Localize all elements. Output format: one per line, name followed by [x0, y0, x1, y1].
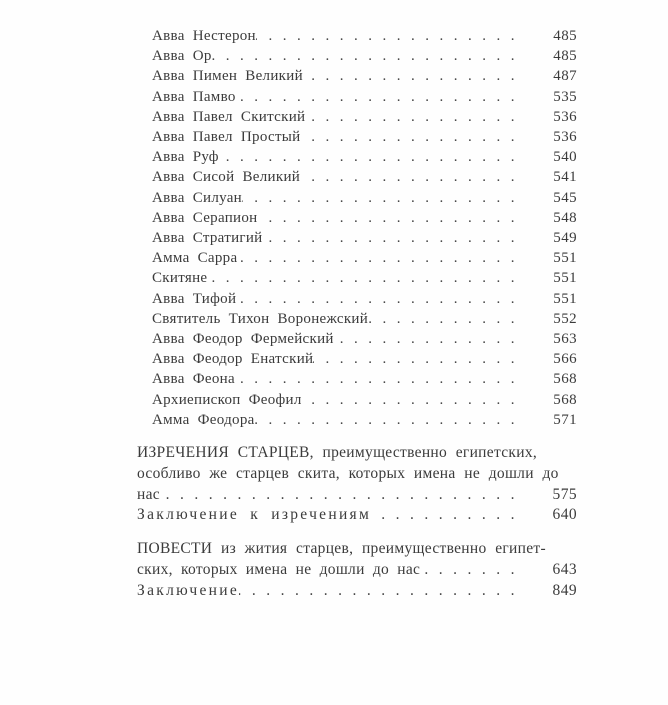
dot-leader [368, 309, 531, 329]
toc-entry-page: 536 [553, 108, 577, 125]
toc-entry-page: 548 [553, 209, 577, 226]
toc-entry-title: Заключение к изречениям [137, 506, 372, 524]
toc-entry [137, 107, 577, 127]
dot-leader [207, 268, 531, 288]
dot-leader [334, 329, 531, 349]
dot-leader [301, 127, 531, 147]
toc-entry-page: 541 [553, 169, 577, 186]
toc-entry-title: Авва Павел Скитский [152, 108, 306, 125]
toc-entry-page: 535 [553, 88, 577, 105]
toc-entry-page: 545 [553, 189, 577, 206]
dot-leader [255, 410, 531, 430]
toc-entry-page: 549 [553, 230, 577, 247]
dot-leader [371, 505, 531, 526]
dot-leader [420, 560, 531, 581]
toc-entry-title: нас [137, 485, 160, 503]
toc-entry-page: 540 [553, 149, 577, 166]
toc-entry [137, 505, 577, 526]
section-heading-line: особливо же старцев скита, которых имена не дошли до [137, 464, 559, 482]
toc-entry-title: Авва Нестерон [152, 28, 256, 44]
toc-entry-title: Амма Феодора [152, 411, 255, 428]
dot-leader [263, 228, 531, 248]
dot-leader [219, 147, 531, 167]
toc-entry-page: 568 [553, 371, 577, 388]
section-heading-line: ИЗРЕЧЕНИЯ СТАРЦЕВ, преимущественно египетских, [137, 444, 538, 462]
toc-entry [137, 329, 577, 349]
toc-entry [137, 147, 577, 167]
toc-entry-title: ских, которых имена не дошли до нас [137, 561, 421, 579]
toc-entry-title: Заключение [137, 581, 240, 599]
toc-entry [137, 228, 577, 248]
toc-entry-title: Скитяне [152, 270, 208, 287]
toc-entry-page: 551 [553, 290, 577, 307]
toc-entry [137, 87, 577, 107]
toc-entry-title: Авва Павел Простый [152, 129, 301, 146]
toc-entry-title: Авва Ор [152, 48, 212, 65]
toc-entry [137, 349, 577, 369]
toc-entry [137, 581, 577, 602]
toc-entry [137, 485, 577, 506]
toc-entry-page: 551 [553, 270, 577, 287]
toc-entry [137, 46, 577, 66]
dot-leader [256, 26, 531, 46]
dot-leader [237, 248, 531, 268]
toc-entry [137, 268, 577, 288]
toc-entry-page: 568 [553, 391, 577, 408]
dot-leader [236, 87, 531, 107]
toc-section-izrecheniya-startsev [137, 443, 577, 526]
toc-entry-title: Амма Сарра [152, 250, 238, 267]
toc-entry-page: 575 [552, 485, 577, 503]
toc-entry-page: 566 [553, 351, 577, 368]
dot-leader [212, 46, 531, 66]
dot-leader [160, 485, 531, 506]
toc-entry-page: 485 [553, 28, 577, 44]
dot-leader [239, 581, 531, 602]
toc-entry-page: 643 [552, 561, 577, 579]
toc-entry-title: Авва Феодор Фермейский [152, 331, 334, 348]
toc-entry-title: Святитель Тихон Воронежский [152, 310, 369, 327]
toc-entry [137, 127, 577, 147]
toc-entry-title: Авва Силуан [152, 189, 243, 206]
toc-entry-page: 849 [552, 581, 577, 599]
dot-leader [235, 369, 531, 389]
toc-entry-page: 487 [553, 68, 577, 85]
dot-leader [303, 66, 531, 86]
toc-entry-page: 485 [553, 48, 577, 65]
toc-entry-title: Авва Феодор Енатский [152, 351, 314, 368]
toc-entry-title: Авва Руф [152, 149, 219, 166]
toc-entry [137, 390, 577, 410]
toc-entry [137, 167, 577, 187]
toc-entry [137, 248, 577, 268]
toc-entry [137, 289, 577, 309]
toc-entry [137, 369, 577, 389]
toc-entry [137, 560, 577, 581]
toc-entry-page: 640 [552, 506, 577, 524]
toc-entry [137, 66, 577, 86]
toc-entry-title: Авва Стратигий [152, 230, 263, 247]
toc-entry-page: 563 [553, 331, 577, 348]
toc-entry-title: Авва Тифой [152, 290, 237, 307]
toc-entry-title: Архиепископ Феофил [152, 391, 302, 408]
toc-entry-title: Авва Сисой Великий [152, 169, 301, 186]
dot-leader [236, 289, 531, 309]
toc-entry-page: 536 [553, 129, 577, 146]
toc-entry [137, 208, 577, 228]
dot-leader [242, 188, 531, 208]
toc-entry [137, 410, 577, 430]
dot-leader [300, 167, 531, 187]
toc-entry-page: 552 [553, 310, 577, 327]
dot-leader [313, 349, 531, 369]
toc-section-povesti [137, 539, 577, 601]
toc-entry-page: 571 [553, 411, 577, 428]
toc-entry-page: 551 [553, 250, 577, 267]
toc-entry-title: Авва Памво [152, 88, 236, 105]
dot-leader [258, 208, 532, 228]
section-heading-line: ПОВЕСТИ из жития старцев, преимущественно египет- [137, 540, 546, 558]
toc-entry [137, 188, 577, 208]
toc-entry-list [137, 26, 577, 430]
toc-entry-title: Авва Феона [152, 371, 235, 388]
toc-entry [137, 309, 577, 329]
toc-entry [137, 26, 577, 46]
dot-leader [302, 390, 531, 410]
table-of-contents [137, 26, 577, 602]
toc-entry-title: Авва Пимен Великий [152, 68, 303, 85]
dot-leader [305, 107, 531, 127]
toc-entry-title: Авва Серапион [152, 209, 258, 226]
